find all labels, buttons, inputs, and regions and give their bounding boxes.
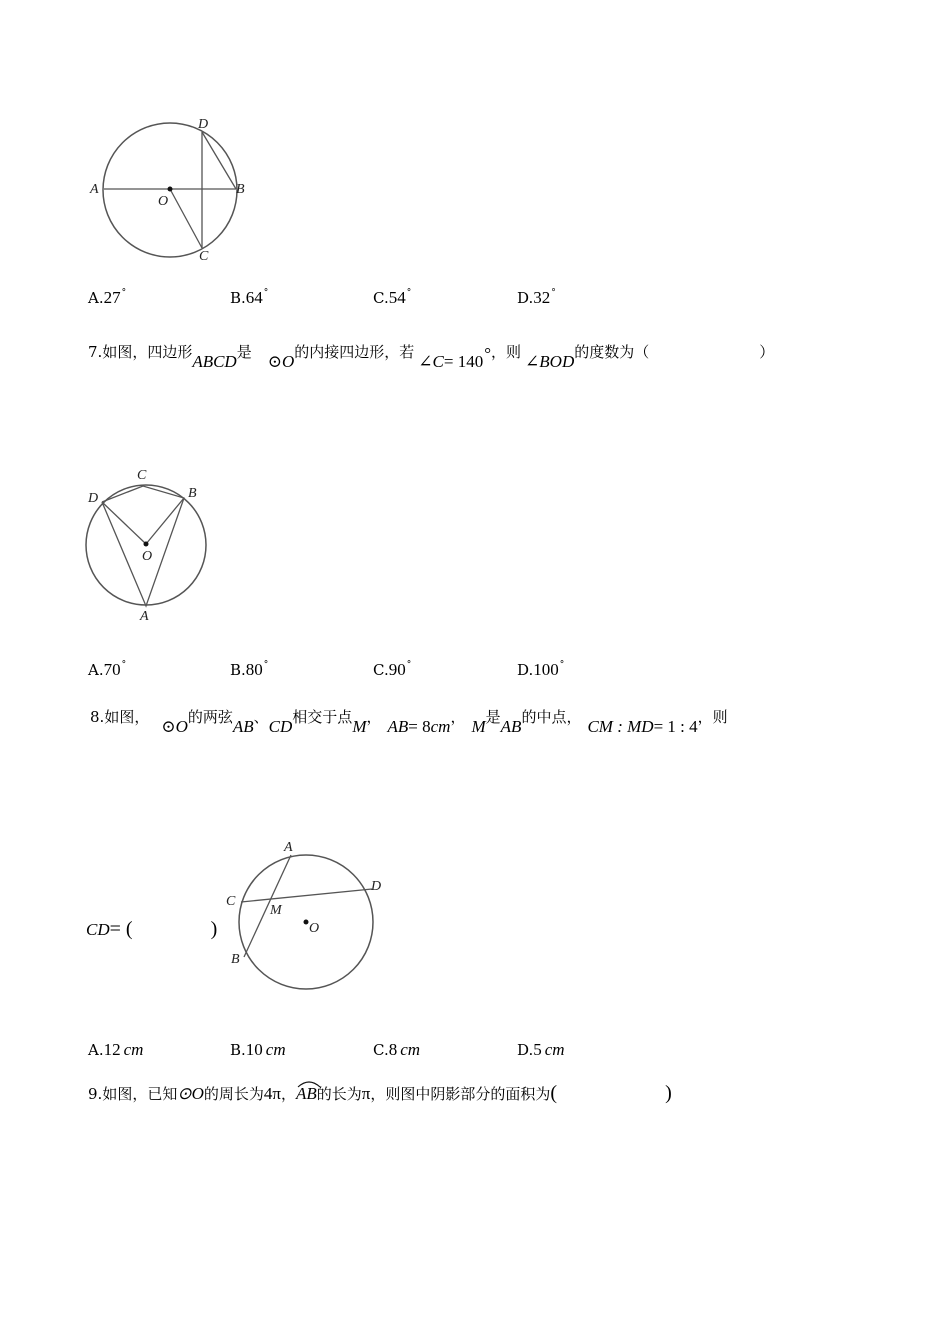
q7-label-o: O xyxy=(142,549,153,564)
q8-label-o: O xyxy=(309,921,320,936)
q6-option-a[interactable]: A.27° xyxy=(88,288,127,307)
q8-figure xyxy=(220,835,395,1000)
q6-label-o: O xyxy=(158,194,169,209)
q7-quadrilateral xyxy=(102,486,184,606)
q8-option-c[interactable]: C.8 cm xyxy=(373,1040,421,1059)
q8-option-d[interactable]: D.5 cm xyxy=(517,1040,565,1059)
q8-option-b[interactable]: B.10 cm xyxy=(230,1040,286,1059)
q6-segment-oc xyxy=(170,189,202,248)
q7-segment-od xyxy=(102,502,146,544)
q6-option-c[interactable]: C.54° xyxy=(373,288,412,307)
q8-option-a[interactable]: A.12 cm xyxy=(88,1040,144,1059)
q8-label-m: M xyxy=(270,903,282,918)
q7-option-a[interactable]: A.70° xyxy=(88,660,127,679)
q7-segment-ob xyxy=(146,498,184,544)
q8-label-d: D xyxy=(371,879,382,894)
q7-label-d: D xyxy=(88,491,99,506)
q6-center-dot xyxy=(168,187,173,192)
q8-label-a: A xyxy=(284,840,293,855)
q6-option-b[interactable]: B.64° xyxy=(230,288,269,307)
q7-label-b: B xyxy=(188,486,197,501)
q6-label-c: C xyxy=(199,249,209,264)
q9-arc-ab: AB xyxy=(296,1084,317,1104)
q7-stem: 7.如图，四边形ABCD是 ⊙O的内接四边形，若 ∠C= 140°，则 ∠BOD的度数为（ ） xyxy=(88,343,775,371)
q8-chord-cd xyxy=(241,889,372,902)
q7-option-b[interactable]: B.80° xyxy=(230,660,269,679)
arc-icon xyxy=(296,1080,322,1088)
q7-label-c: C xyxy=(137,468,147,483)
q8-label-b: B xyxy=(231,952,240,967)
q8-cd-blank: CD= ( ) xyxy=(86,918,218,940)
q7-figure xyxy=(80,462,220,627)
q7-option-d[interactable]: D.100° xyxy=(517,660,565,679)
q8-center-dot xyxy=(304,920,309,925)
q7-label-a: A xyxy=(140,609,149,624)
q6-label-d: D xyxy=(198,117,209,132)
q6-label-b: B xyxy=(236,182,245,197)
q7-center-dot xyxy=(144,542,149,547)
q9-stem: 9.如图，已知⊙O的周长为4π， AB的长为π，则图中阴影部分的面积为( ) xyxy=(88,1082,672,1104)
q8-stem: 8.如图， ⊙O的两弦AB、CD相交于点M， AB= 8cm， M是AB的中点， CM : MD= 1 : 4，则 xyxy=(90,708,728,736)
q8-chord-ab xyxy=(244,855,291,957)
q8-label-c: C xyxy=(226,894,236,909)
q6-option-d[interactable]: D.32° xyxy=(517,288,556,307)
q6-figure xyxy=(80,108,280,278)
q6-label-a: A xyxy=(90,182,99,197)
q7-option-c[interactable]: C.90° xyxy=(373,660,412,679)
